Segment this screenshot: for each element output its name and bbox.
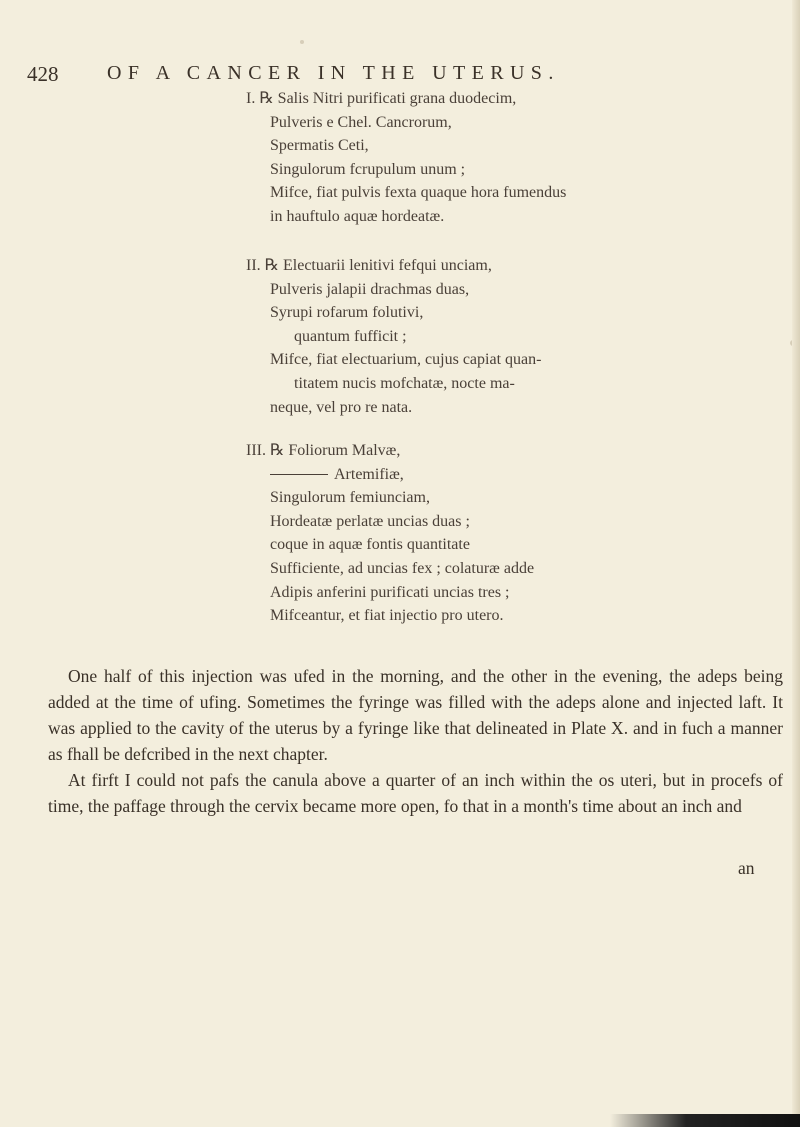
prescription-line: in hauftulo aquæ hordeatæ. xyxy=(270,207,445,225)
prescription-line-text: Artemifiæ, xyxy=(334,465,404,483)
prescription-line xyxy=(246,463,534,487)
prescription-1 xyxy=(246,87,566,229)
page-bottom-shadow xyxy=(610,1114,800,1127)
prescription-line: II. ℞ Electuarii lenitivi fefqui unciam, xyxy=(246,257,492,274)
prescription-line: Singulorum fcrupulum unum ; xyxy=(270,160,466,178)
prescription-line: neque, vel pro re nata. xyxy=(270,398,413,416)
prescription-line: I. ℞ Salis Nitri purificati grana duodecim, xyxy=(246,90,517,107)
prescription-line: Pulveris e Chel. Cancrorum, xyxy=(270,113,452,131)
prescription-line: Mifce, fiat pulvis fexta quaque hora fumendus xyxy=(270,184,567,202)
running-head: OF A CANCER IN THE UTERUS. xyxy=(107,62,560,84)
prescription-line: Adipis anferini purificati uncias tres ; xyxy=(270,583,510,601)
prescription-line: III. ℞ Foliorum Malvæ, xyxy=(246,442,401,459)
prescription-line: Pulveris jalapii drachmas duas, xyxy=(270,280,470,298)
paragraph: One half of this injection was ufed in the morning, and the other in the evening, the adeps being added at the time of ufing. Sometimes the fyringe was filled with the adeps alone and injected laft. It was applied to the cavity of the uterus by a fyringe like that delineated in Plate X. and in fuch a manner as fhall be defcribed in the next chapter. xyxy=(48,666,783,764)
paper-speck xyxy=(300,40,304,44)
prescription-line: Spermatis Ceti, xyxy=(270,137,369,155)
prescription-3 xyxy=(246,439,534,628)
catchword: an xyxy=(738,858,755,878)
prescription-line: Syrupi rofarum folutivi, xyxy=(270,304,424,322)
prescription-line: coque in aquæ fontis quantitate xyxy=(270,536,470,554)
prescription-line: Mifce, fiat electuarium, cujus capiat quan- xyxy=(270,351,542,369)
paragraph: At firft I could not pafs the canula above a quarter of an inch within the os uteri, but in procefs of time, the paffage through the cervix became more open, fo that in a month's time about an inch and xyxy=(48,770,783,816)
page-edge-shadow xyxy=(792,0,800,1127)
page-number: 428 xyxy=(27,62,59,86)
prescription-line: Hordeatæ perlatæ uncias duas ; xyxy=(270,512,470,530)
prescription-line: Mifceantur, et fiat injectio pro utero. xyxy=(270,607,504,625)
ditto-dash xyxy=(270,474,328,475)
prescription-line: titatem nucis mofchatæ, nocte ma- xyxy=(294,374,515,392)
prescription-2 xyxy=(246,254,541,419)
prescription-line: quantum fufficit ; xyxy=(294,327,407,345)
prescription-line: Sufficiente, ad uncias fex ; colaturæ adde xyxy=(270,559,535,577)
prescription-line: Singulorum femiunciam, xyxy=(270,489,430,507)
body-text xyxy=(48,663,783,819)
